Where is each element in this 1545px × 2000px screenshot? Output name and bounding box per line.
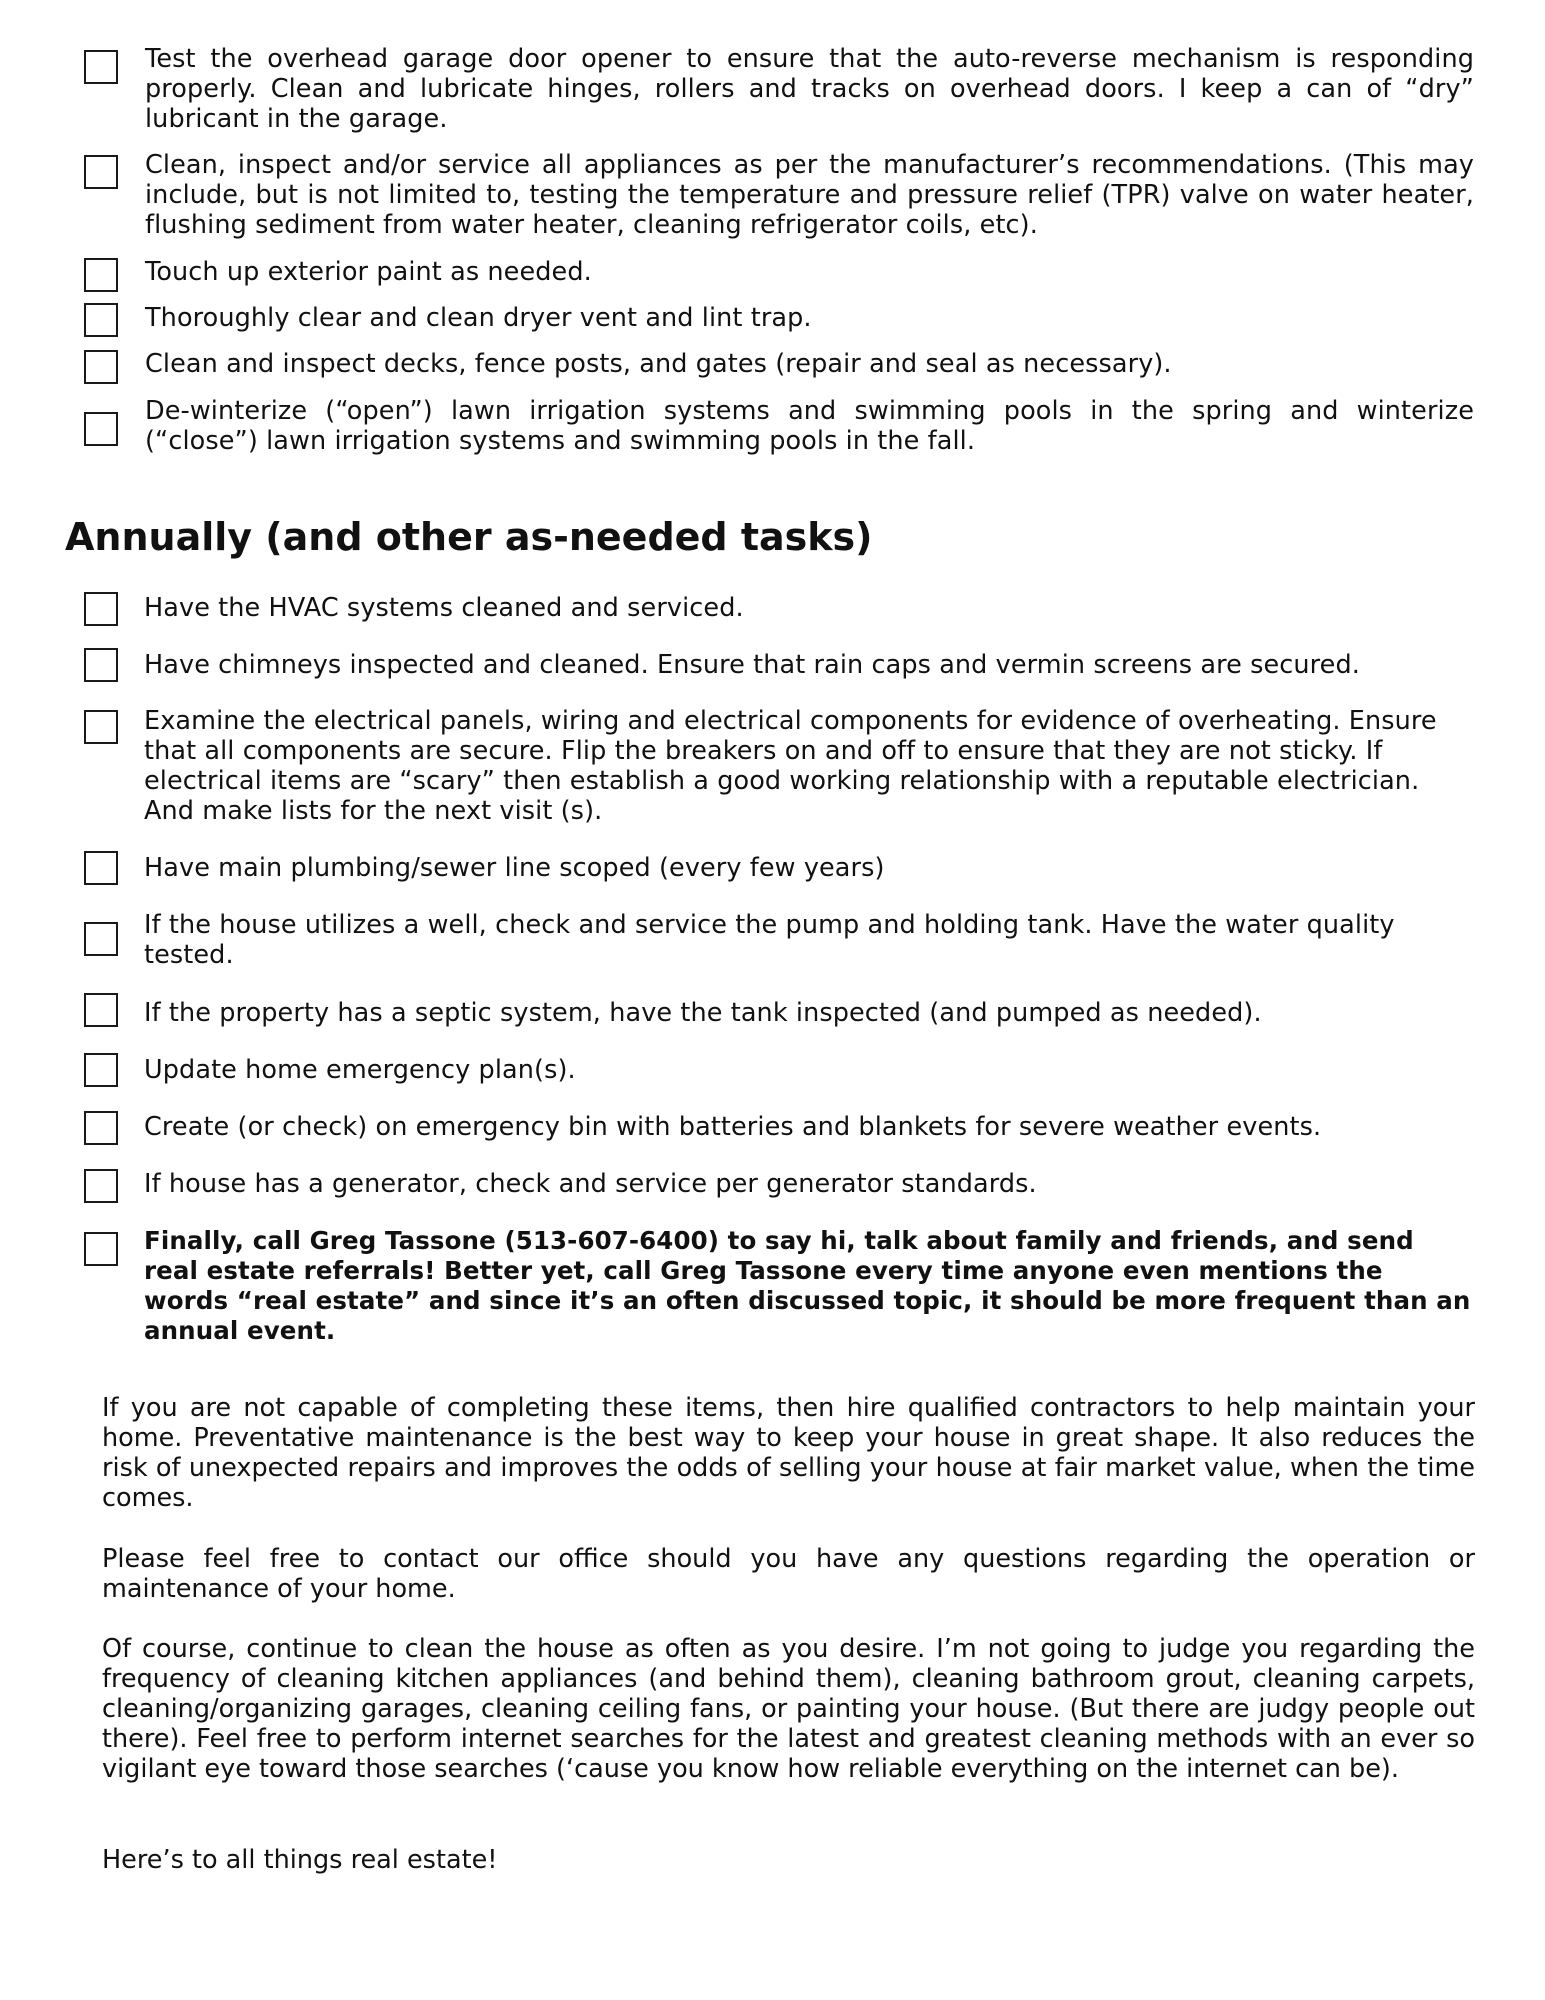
checklist-item-text: Touch up exterior paint as needed. — [145, 257, 592, 287]
closing-signoff: Here’s to all things real estate! — [102, 1845, 498, 1875]
checkbox[interactable] — [84, 710, 118, 744]
checklist-item-text: Update home emergency plan(s). — [144, 1055, 576, 1085]
checkbox[interactable] — [84, 1232, 118, 1266]
checkbox[interactable] — [84, 412, 118, 446]
checklist-item-text: Clean, inspect and/or service all appliances as per the manufacturer’s recommendations. (This may include, but is not limited to, testing the temperature and pressure relief (TPR) valve on water heater, flushing sediment from water heater, cleaning refrigerator coils, etc). — [145, 150, 1474, 240]
checklist-item-text: Have the HVAC systems cleaned and serviced. — [144, 593, 744, 623]
checklist-item-text: Examine the electrical panels, wiring and electrical components for evidence of overheating. Ensure that all components are secure. Flip the breakers on and off to ensure that they are not sticky. If electrical items are “scary” then establish a good working relationship with a reputable electrician. And make lists for the next visit (s). — [144, 706, 1437, 826]
checklist-item-text: If the house utilizes a well, check and service the pump and holding tank. Have the water quality tested. — [144, 910, 1395, 970]
checklist-item-text: Finally, call Greg Tassone (513-607-6400) to say hi, talk about family and friends, and send real estate referrals! Better yet, call Greg Tassone every time anyone even mentions the words “real estate” and since it’s an often discussed topic, it should be more frequent than an annual event. — [144, 1226, 1471, 1345]
checkbox[interactable] — [84, 258, 118, 292]
checklist-item-text: Have main plumbing/sewer line scoped (every few years) — [144, 853, 885, 883]
checkbox[interactable] — [84, 303, 118, 337]
checkbox[interactable] — [84, 648, 118, 682]
checkbox[interactable] — [84, 1111, 118, 1145]
checklist-item-text: Test the overhead garage door opener to ensure that the auto-reverse mechanism is responding properly. Clean and lubricate hinges, rollers and tracks on overhead doors. I keep a can of “dry” lubricant in the garage. — [145, 44, 1474, 134]
checkbox[interactable] — [84, 1169, 118, 1203]
checkbox[interactable] — [84, 851, 118, 885]
checklist-item-text: De-winterize (“open”) lawn irrigation systems and swimming pools in the spring and winterize (“close”) lawn irrigation systems and swimming pools in the fall. — [145, 396, 1474, 456]
checkbox[interactable] — [84, 350, 118, 384]
section-heading: Annually (and other as-needed tasks) — [65, 515, 873, 559]
closing-paragraph: If you are not capable of completing these items, then hire qualified contractors to help maintain your home. Preventative maintenance is the best way to keep your house in great shape. It also reduces the risk of unexpected repairs and improves the odds of selling your house at fair market value, when the time comes. — [102, 1393, 1475, 1513]
checkbox[interactable] — [84, 993, 118, 1027]
checklist-item-text: If house has a generator, check and service per generator standards. — [144, 1169, 1037, 1199]
checkbox[interactable] — [84, 50, 118, 84]
checklist-item-text: Have chimneys inspected and cleaned. Ensure that rain caps and vermin screens are secured. — [144, 650, 1360, 680]
checkbox[interactable] — [84, 922, 118, 956]
closing-paragraph: Please feel free to contact our office should you have any questions regarding the operation or maintenance of your home. — [102, 1544, 1475, 1604]
checklist-item-text: Clean and inspect decks, fence posts, and gates (repair and seal as necessary). — [145, 349, 1172, 379]
checkbox[interactable] — [84, 1053, 118, 1087]
checklist-item-text: Thoroughly clear and clean dryer vent and lint trap. — [145, 303, 812, 333]
checkbox[interactable] — [84, 155, 118, 189]
checklist-item-text: Create (or check) on emergency bin with batteries and blankets for severe weather events. — [144, 1112, 1322, 1142]
closing-paragraph: Of course, continue to clean the house as often as you desire. I’m not going to judge you regarding the frequency of cleaning kitchen appliances (and behind them), cleaning bathroom grout, cleaning carpets, cleaning/organizing garages, cleaning ceiling fans, or painting your house. (But there are judgy people out there). Feel free to perform internet searches for the latest and greatest cleaning methods with an ever so vigilant eye toward those searches (‘cause you know how reliable everything on the internet can be). — [102, 1634, 1475, 1784]
checklist-item-text: If the property has a septic system, have the tank inspected (and pumped as needed). — [144, 998, 1262, 1028]
checkbox[interactable] — [84, 592, 118, 626]
